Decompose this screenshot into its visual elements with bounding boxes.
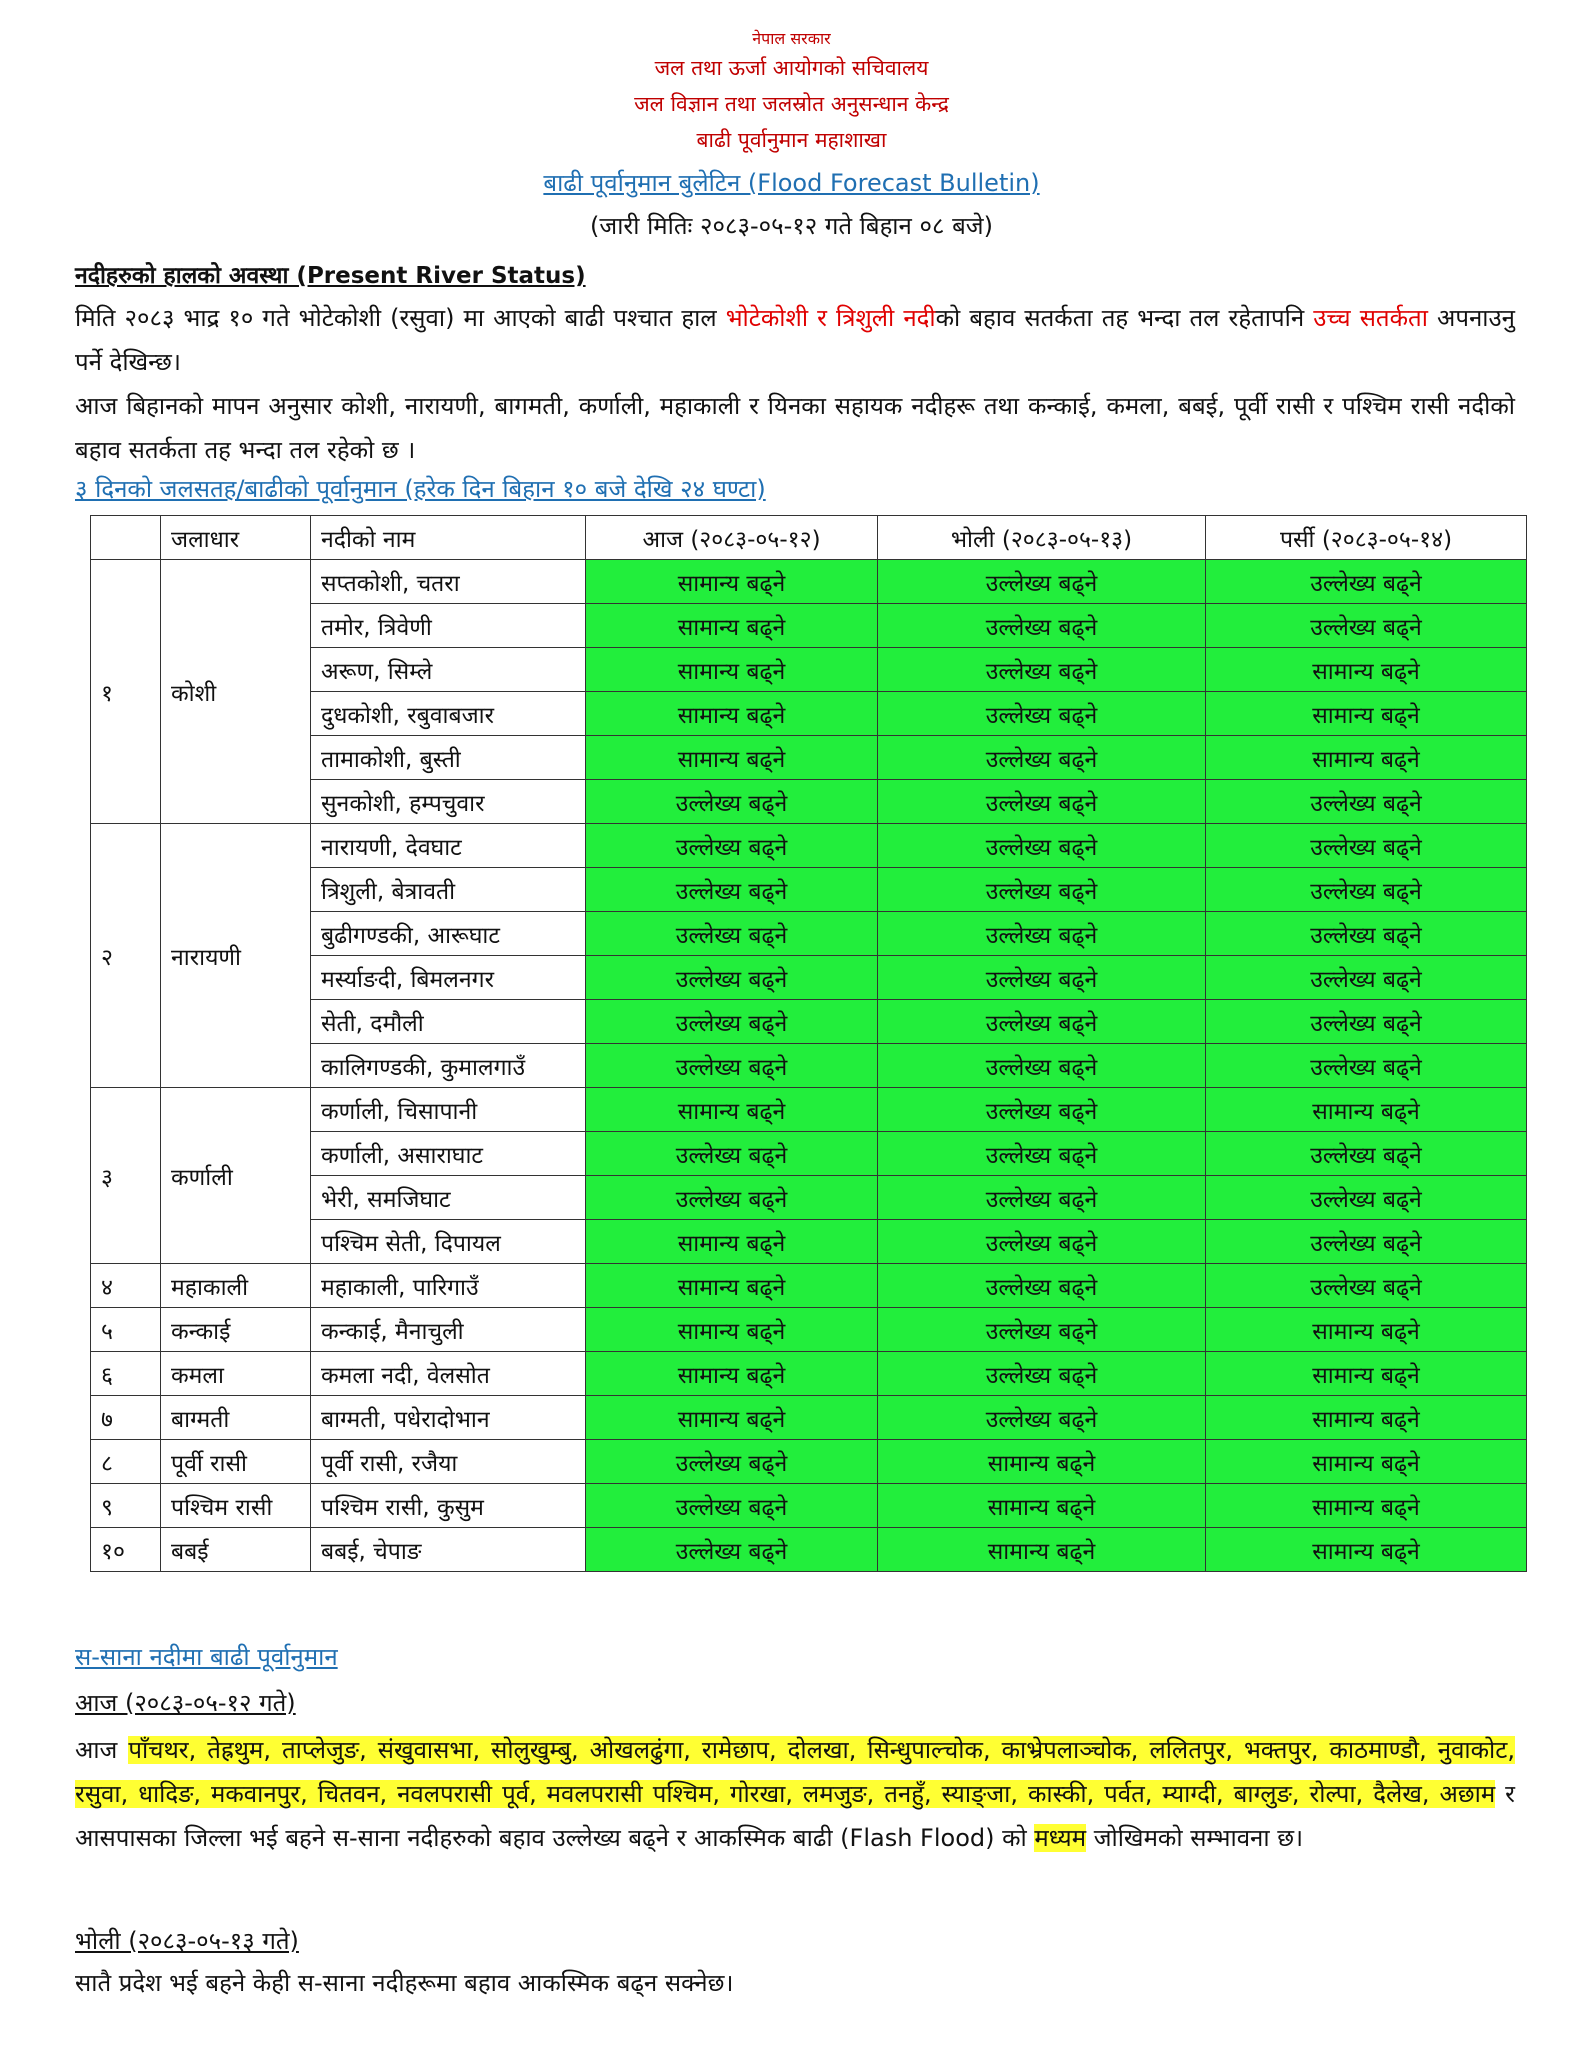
forecast-day-after: सामान्य बढ्ने [1206, 1088, 1527, 1132]
forecast-today: सामान्य बढ्ने [586, 692, 878, 736]
forecast-day-after: उल्लेख्य बढ्ने [1206, 1000, 1527, 1044]
basin-number: ७ [91, 1396, 161, 1440]
bulletin-title: बाढी पूर्वानुमान बुलेटिन (Flood Forecast Bulletin) [543, 169, 1040, 197]
forecast-day-after: उल्लेख्य बढ्ने [1206, 868, 1527, 912]
forecast-day-after: उल्लेख्य बढ्ने [1206, 912, 1527, 956]
forecast-tomorrow: उल्लेख्य बढ्ने [878, 956, 1206, 1000]
forecast-today: सामान्य बढ्ने [586, 736, 878, 780]
basin-number: १ [91, 560, 161, 824]
forecast-day-after: सामान्य बढ्ने [1206, 692, 1527, 736]
forecast-tomorrow: उल्लेख्य बढ्ने [878, 824, 1206, 868]
river-station: बबई, चेपाङ [311, 1528, 586, 1572]
forecast-today: सामान्य बढ्ने [586, 560, 878, 604]
forecast-today: सामान्य बढ्ने [586, 604, 878, 648]
forecast-today: सामान्य बढ्ने [586, 648, 878, 692]
today-prefix: आज [75, 1736, 129, 1764]
forecast-tomorrow: उल्लेख्य बढ्ने [878, 780, 1206, 824]
forecast-tomorrow: उल्लेख्य बढ्ने [878, 1352, 1206, 1396]
forecast-tomorrow: उल्लेख्य बढ्ने [878, 604, 1206, 648]
tomorrow-heading: भोली (२०८३-०५-१३ गते) [75, 1927, 299, 1955]
basin-name: बबई [161, 1528, 311, 1572]
river-station: कमला नदी, वेलसोत [311, 1352, 586, 1396]
forecast-tomorrow: उल्लेख्य बढ्ने [878, 648, 1206, 692]
forecast-today: सामान्य बढ्ने [586, 1352, 878, 1396]
forecast-today: उल्लेख्य बढ्ने [586, 1000, 878, 1044]
p1-text-b: को बहाव सतर्कता तह भन्दा तल रहेतापनि [935, 304, 1314, 332]
col-header-tomorrow: भोली (२०८३-०५-१३) [878, 516, 1206, 560]
present-status-heading: नदीहरुको हालको अवस्था (Present River Status) [75, 263, 586, 289]
today-suffix: जोखिमको सम्भावना छ। [1086, 1824, 1304, 1852]
table-row [91, 1352, 1527, 1396]
forecast-day-after: उल्लेख्य बढ्ने [1206, 604, 1527, 648]
forecast-today: उल्लेख्य बढ्ने [586, 780, 878, 824]
forecast-day-after: सामान्य बढ्ने [1206, 1396, 1527, 1440]
forecast-today: उल्लेख्य बढ्ने [586, 956, 878, 1000]
forecast-heading: ३ दिनको जलसतह/बाढीको पूर्वानुमान (हरेक दिन बिहान १० बजे देखि २४ घण्टा) [75, 475, 766, 503]
forecast-tomorrow: सामान्य बढ्ने [878, 1440, 1206, 1484]
river-station: कालिगण्डकी, कुमालगाउँ [311, 1044, 586, 1088]
secretariat-name: जल तथा ऊर्जा आयोगको सचिवालय [654, 56, 929, 80]
col-header-sn [91, 516, 161, 560]
forecast-day-after: उल्लेख्य बढ्ने [1206, 560, 1527, 604]
basin-name: कर्णाली [161, 1088, 311, 1264]
col-header-day-after: पर्सी (२०८३-०५-१४) [1206, 516, 1527, 560]
table-row [91, 1528, 1527, 1572]
river-station: पश्चिम रासी, कुसुम [311, 1484, 586, 1528]
river-station: कर्णाली, असाराघाट [311, 1132, 586, 1176]
river-station: नारायणी, देवघाट [311, 824, 586, 868]
river-station: अरूण, सिम्ले [311, 648, 586, 692]
table-row [91, 1264, 1527, 1308]
forecast-tomorrow: उल्लेख्य बढ्ने [878, 1220, 1206, 1264]
forecast-day-after: सामान्य बढ्ने [1206, 1352, 1527, 1396]
basin-number: ३ [91, 1088, 161, 1264]
basin-number: ४ [91, 1264, 161, 1308]
river-station: बाग्मती, पधेरादोभान [311, 1396, 586, 1440]
forecast-day-after: उल्लेख्य बढ्ने [1206, 1220, 1527, 1264]
basin-name: महाकाली [161, 1264, 311, 1308]
river-station: तामाकोशी, बुस्ती [311, 736, 586, 780]
river-station: सप्तकोशी, चतरा [311, 560, 586, 604]
forecast-tomorrow: उल्लेख्य बढ्ने [878, 1044, 1206, 1088]
basin-number: ८ [91, 1440, 161, 1484]
table-row [91, 1484, 1527, 1528]
today-mid: र आसपासका जिल्ला भई बहने स-साना नदीहरुको बहाव उल्लेख्य बढ्ने र आकस्मिक बाढी (Flash Flood) को [75, 1780, 1515, 1852]
river-station: मर्स्याङदी, बिमलनगर [311, 956, 586, 1000]
issue-date: (जारी मितिः २०८३-०५-१२ गते बिहान ०८ बजे) [590, 212, 993, 240]
forecast-tomorrow: उल्लेख्य बढ्ने [878, 560, 1206, 604]
forecast-table [90, 515, 1527, 1572]
forecast-today: उल्लेख्य बढ्ने [586, 1132, 878, 1176]
forecast-day-after: सामान्य बढ्ने [1206, 648, 1527, 692]
small-rivers-heading: स-साना नदीमा बाढी पूर्वानुमान [75, 1643, 338, 1671]
river-station: कर्णाली, चिसापानी [311, 1088, 586, 1132]
present-status-para-2: आज बिहानको मापन अनुसार कोशी, नारायणी, बागमती, कर्णाली, महाकाली र यिनका सहायक नदीहरू तथा कन्काई, कमला, बबई, पूर्वी रासी र पश्चिम रासी नदीको बहाव सतर्कता तह भन्दा तल रहेको छ । [75, 392, 1515, 464]
col-header-river: नदीको नाम [311, 516, 586, 560]
river-station: पश्चिम सेती, दिपायल [311, 1220, 586, 1264]
forecast-tomorrow: उल्लेख्य बढ्ने [878, 1396, 1206, 1440]
river-station: पूर्वी रासी, रजैया [311, 1440, 586, 1484]
river-station: बुढीगण्डकी, आरूघाट [311, 912, 586, 956]
forecast-tomorrow: उल्लेख्य बढ्ने [878, 1264, 1206, 1308]
river-station: दुधकोशी, रबुवाबजार [311, 692, 586, 736]
forecast-day-after: उल्लेख्य बढ्ने [1206, 1176, 1527, 1220]
forecast-day-after: उल्लेख्य बढ्ने [1206, 1264, 1527, 1308]
forecast-today: उल्लेख्य बढ्ने [586, 1440, 878, 1484]
basin-name: कोशी [161, 560, 311, 824]
today-districts: पाँचथर, तेह्रथुम, ताप्लेजुङ, संखुवासभा, सोलुखुम्बु, ओखलढुंगा, रामेछाप, दोलखा, सिन्धुपाल्चोक, काभ्रेपलाञ्चोक, ललितपुर, भक्तपुर, काठमाण्डौ, नुवाकोट, रसुवा, धादिङ, मकवानपुर, चितवन, नवलपरासी पूर्व, मवलपरासी पश्चिम, गोरखा, लमजुङ, तनहुँ, स्याङ्जा, कास्की, पर्वत, म्याग्दी, बाग्लुङ, रोल्पा, दैलेख, अछाम [75, 1736, 1515, 1808]
river-station: महाकाली, पारिगाउँ [311, 1264, 586, 1308]
forecast-today: सामान्य बढ्ने [586, 1308, 878, 1352]
forecast-tomorrow: उल्लेख्य बढ्ने [878, 868, 1206, 912]
table-row [91, 1440, 1527, 1484]
forecast-today: सामान्य बढ्ने [586, 1220, 878, 1264]
basin-number: ६ [91, 1352, 161, 1396]
tomorrow-text: सातै प्रदेश भई बहने केही स-साना नदीहरूमा बहाव आकस्मिक बढ्न सक्नेछ। [75, 1969, 734, 1997]
forecast-today: उल्लेख्य बढ्ने [586, 1176, 878, 1220]
forecast-today: उल्लेख्य बढ्ने [586, 1484, 878, 1528]
forecast-day-after: सामान्य बढ्ने [1206, 1528, 1527, 1572]
forecast-day-after: उल्लेख्य बढ्ने [1206, 780, 1527, 824]
forecast-day-after: सामान्य बढ्ने [1206, 1308, 1527, 1352]
forecast-tomorrow: उल्लेख्य बढ्ने [878, 692, 1206, 736]
p1-red-alert: उच्च सतर्कता [1313, 304, 1428, 332]
basin-name: पश्चिम रासी [161, 1484, 311, 1528]
forecast-tomorrow: उल्लेख्य बढ्ने [878, 1000, 1206, 1044]
small-rivers-today-para [75, 1728, 1515, 1860]
center-name: जल विज्ञान तथा जलस्रोत अनुसन्धान केन्द्र [634, 92, 949, 116]
division-name: बाढी पूर्वानुमान महाशाखा [696, 128, 887, 152]
forecast-today: सामान्य बढ्ने [586, 1396, 878, 1440]
p1-red-rivers: भोटेकोशी र त्रिशुली नदी [725, 304, 936, 332]
col-header-basin: जलाधार [161, 516, 311, 560]
table-row [91, 560, 1527, 604]
river-station: तमोर, त्रिवेणी [311, 604, 586, 648]
forecast-tomorrow: उल्लेख्य बढ्ने [878, 1176, 1206, 1220]
forecast-tomorrow: उल्लेख्य बढ्ने [878, 1308, 1206, 1352]
today-heading: आज (२०८३-०५-१२ गते) [75, 1689, 296, 1717]
basin-name: कमला [161, 1352, 311, 1396]
basin-number: ९ [91, 1484, 161, 1528]
river-station: सुनकोशी, हम्पचुवार [311, 780, 586, 824]
river-station: सेती, दमौली [311, 1000, 586, 1044]
table-row [91, 1396, 1527, 1440]
p1-text-c: अपनाउनु पर्ने देखिन्छ। [75, 304, 1515, 376]
table-row [91, 824, 1527, 868]
basin-number: ५ [91, 1308, 161, 1352]
forecast-table-body [91, 560, 1527, 1572]
forecast-today: उल्लेख्य बढ्ने [586, 868, 878, 912]
river-station: त्रिशुली, बेत्रावती [311, 868, 586, 912]
forecast-tomorrow: सामान्य बढ्ने [878, 1484, 1206, 1528]
forecast-today: उल्लेख्य बढ्ने [586, 1528, 878, 1572]
forecast-tomorrow: सामान्य बढ्ने [878, 1528, 1206, 1572]
p1-text-a: मिति २०८३ भाद्र १० गते भोटेकोशी (रसुवा) मा आएको बाढी पश्चात हाल [75, 304, 726, 332]
forecast-day-after: सामान्य बढ्ने [1206, 1440, 1527, 1484]
forecast-day-after: उल्लेख्य बढ्ने [1206, 1132, 1527, 1176]
table-row [91, 1088, 1527, 1132]
forecast-day-after: उल्लेख्य बढ्ने [1206, 1044, 1527, 1088]
forecast-tomorrow: उल्लेख्य बढ्ने [878, 1088, 1206, 1132]
table-row [91, 1308, 1527, 1352]
basin-number: १० [91, 1528, 161, 1572]
basin-name: पूर्वी रासी [161, 1440, 311, 1484]
govt-name: नेपाल सरकार [752, 29, 831, 48]
forecast-today: उल्लेख्य बढ्ने [586, 912, 878, 956]
risk-level: मध्यम [1034, 1824, 1087, 1852]
basin-name: कन्काई [161, 1308, 311, 1352]
forecast-tomorrow: उल्लेख्य बढ्ने [878, 736, 1206, 780]
basin-name: नारायणी [161, 824, 311, 1088]
forecast-today: सामान्य बढ्ने [586, 1264, 878, 1308]
forecast-today: सामान्य बढ्ने [586, 1088, 878, 1132]
river-station: भेरी, समजिघाट [311, 1176, 586, 1220]
forecast-today: उल्लेख्य बढ्ने [586, 824, 878, 868]
present-status-para-1 [75, 296, 1515, 384]
forecast-day-after: उल्लेख्य बढ्ने [1206, 824, 1527, 868]
forecast-day-after: सामान्य बढ्ने [1206, 1484, 1527, 1528]
forecast-today: उल्लेख्य बढ्ने [586, 1044, 878, 1088]
river-station: कन्काई, मैनाचुली [311, 1308, 586, 1352]
forecast-tomorrow: उल्लेख्य बढ्ने [878, 1132, 1206, 1176]
forecast-day-after: सामान्य बढ्ने [1206, 736, 1527, 780]
bulletin-header [0, 28, 1583, 248]
table-header-row [91, 516, 1527, 560]
forecast-day-after: उल्लेख्य बढ्ने [1206, 956, 1527, 1000]
col-header-today: आज (२०८३-०५-१२) [586, 516, 878, 560]
basin-name: बाग्मती [161, 1396, 311, 1440]
forecast-tomorrow: उल्लेख्य बढ्ने [878, 912, 1206, 956]
basin-number: २ [91, 824, 161, 1088]
